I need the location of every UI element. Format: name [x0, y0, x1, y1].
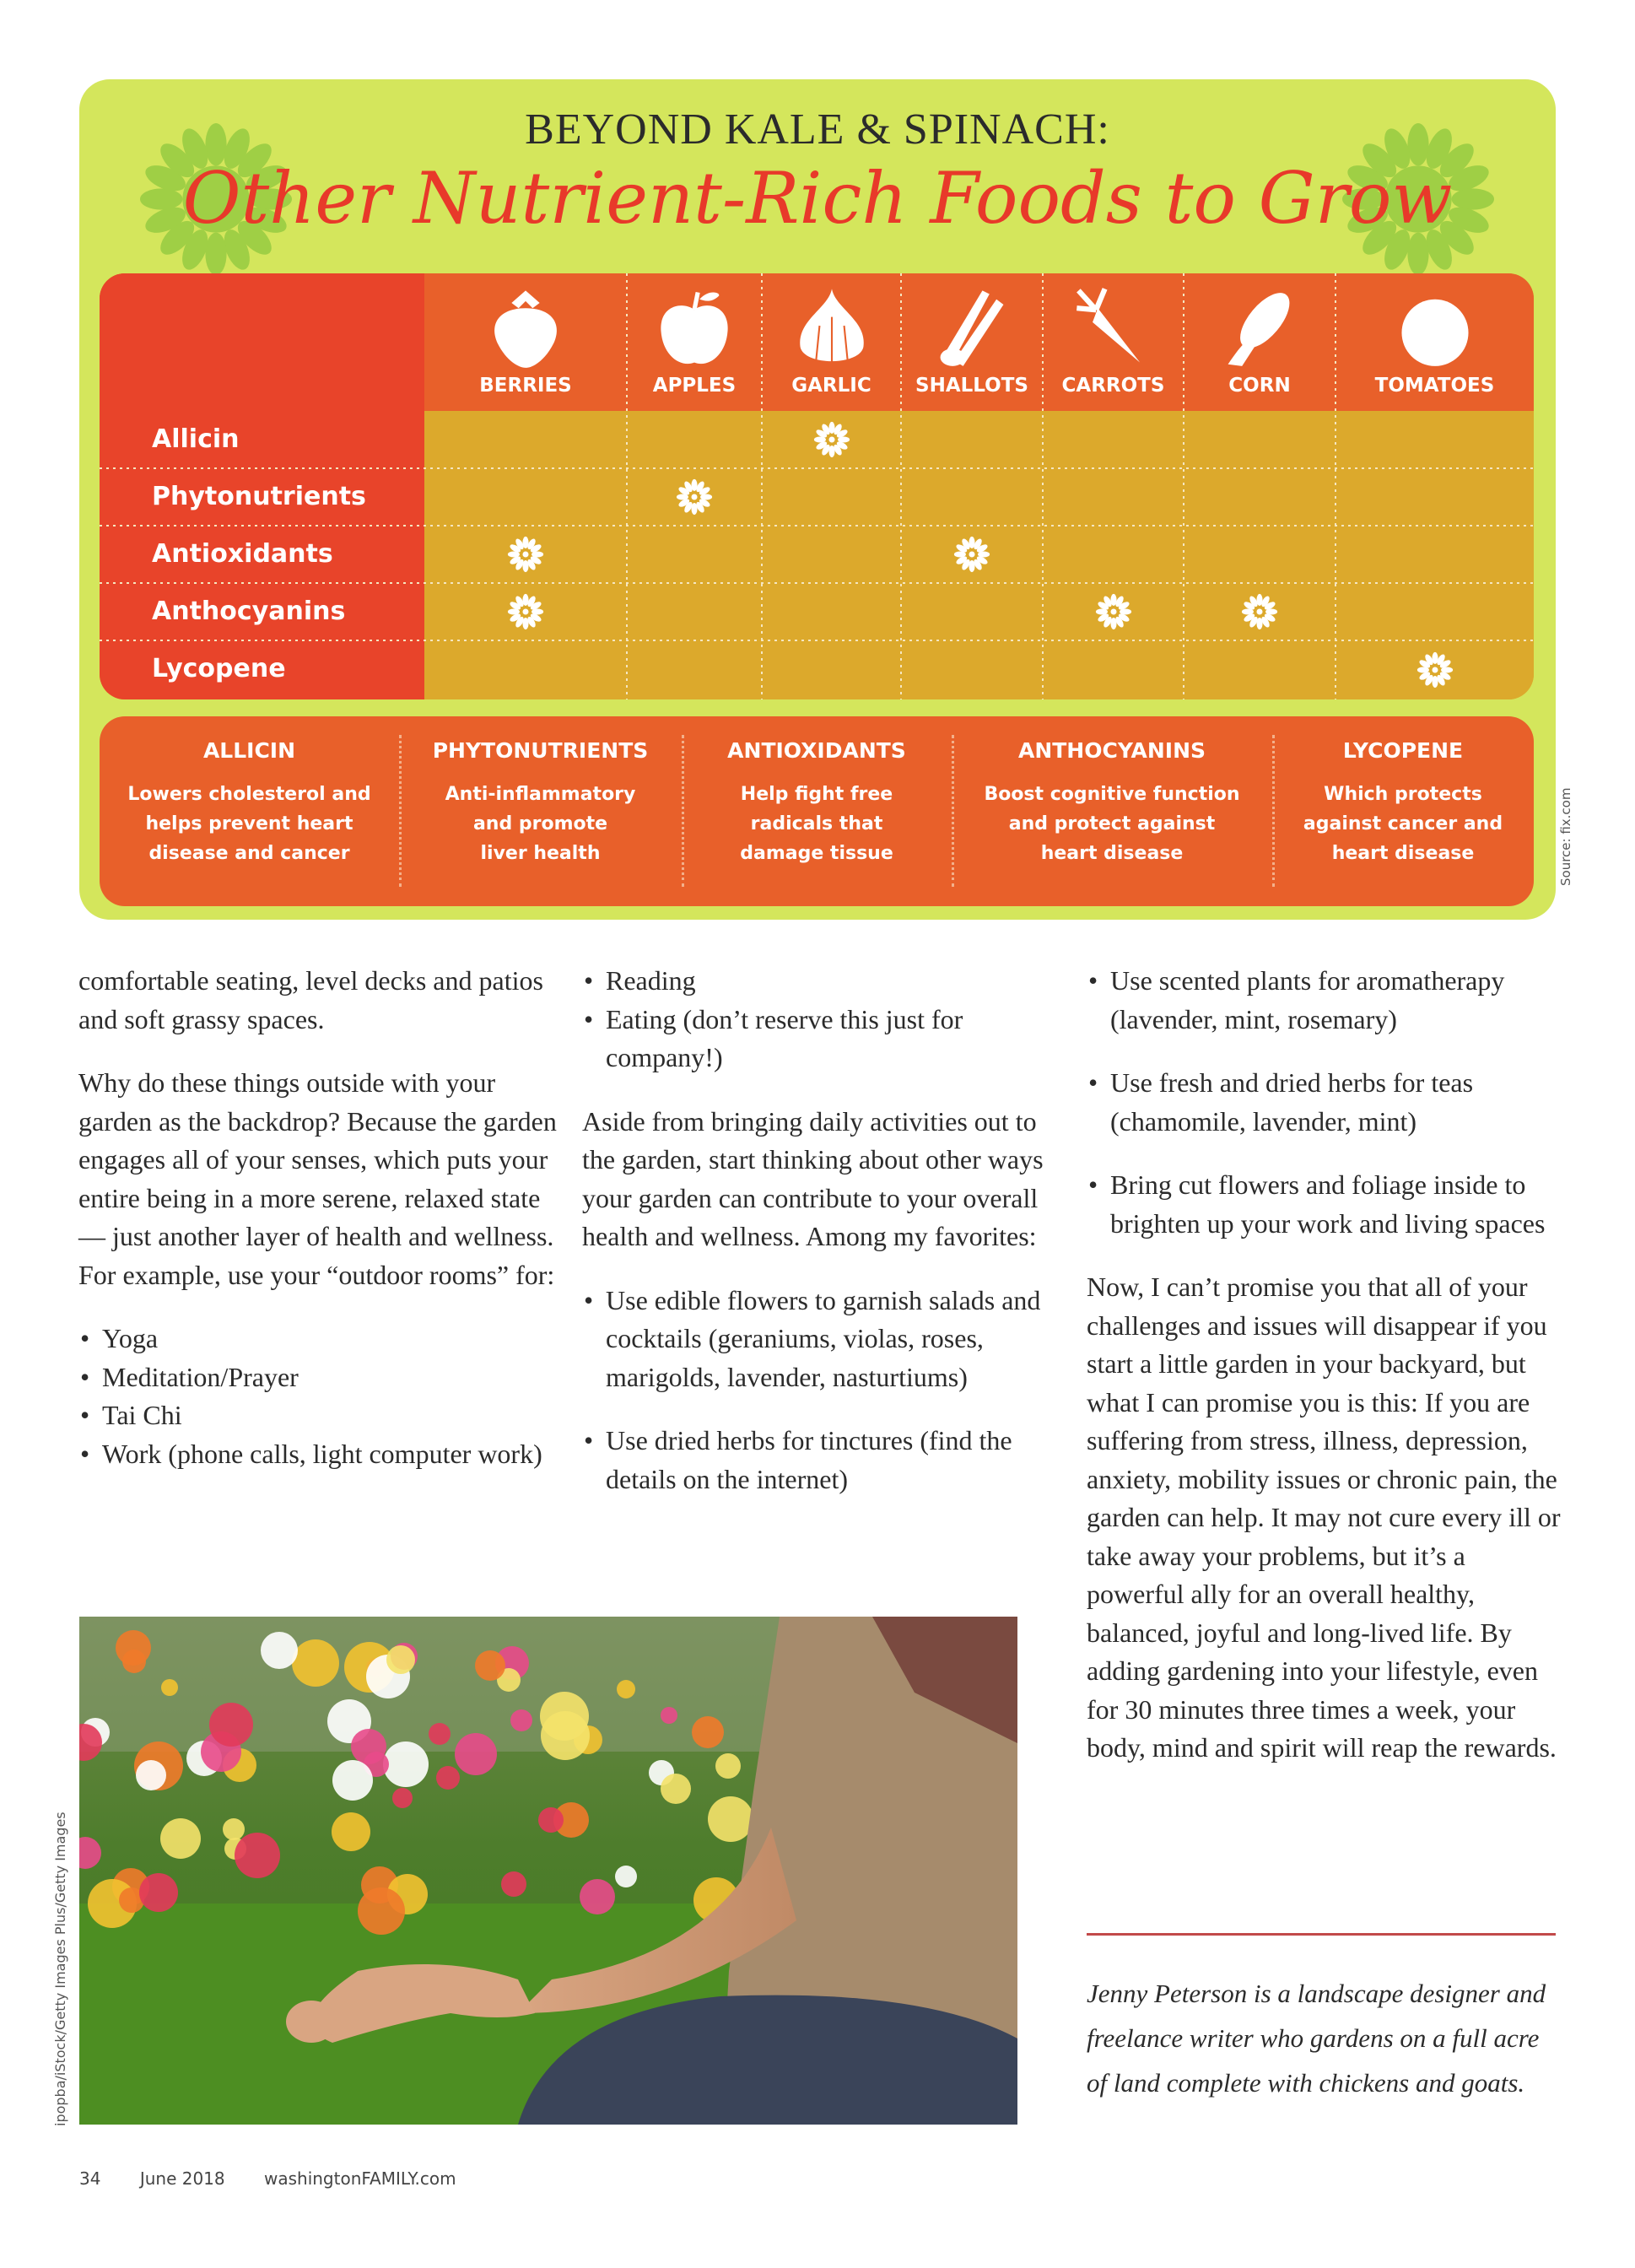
list-item: • Eating (don’t reserve this just for company!): [582, 1001, 1071, 1077]
definition-text: Anti-inflammatory: [445, 784, 636, 805]
nutrient-present-mark: [1416, 651, 1454, 688]
definition-text: Boost cognitive function: [984, 784, 1240, 805]
food-label: CORN: [1228, 375, 1291, 397]
nutrient-present-mark: [813, 421, 850, 458]
paragraph: Aside from bringing daily activities out to the garden, start thinking about other ways your garden can contribute to your overall health and wellness. Among my favorites:: [582, 1105, 1044, 1251]
definition-text: Lowers cholesterol and: [127, 784, 371, 805]
definition-text: Which protects: [1324, 784, 1482, 805]
food-column-header: [424, 273, 627, 411]
list-item: • Tai Chi: [78, 1396, 559, 1435]
article-column-3: [1087, 962, 1568, 1793]
nutrient-present-mark: [1095, 593, 1132, 630]
paragraph: Now, I can’t promise you that all of your challenges and issues will disappear if you start a little garden in your backyard, but what I can promise you is this: If you are suffering from stress, illness, depression, anxiety, mobility issues or chronic pain, the garden can help. It may not cure every ill or take away your problems, but it’s a powerful ally for an overall healthy, balanced, joyful and long-lived life. By adding gardening into your lifestyle, even for 30 minutes three times a week, your body, mind and spirit will reap the rewards.: [1087, 1272, 1561, 1763]
definition-text: heart disease: [1040, 843, 1184, 864]
paragraph: Why do these things outside with your garden as the backdrop? Because the garden engages all of your senses, which puts your entire being in a more serene, relaxed state — just another layer of health and wellness. For example, use your “outdoor rooms” for:: [78, 1067, 557, 1290]
definition-block: [399, 716, 682, 906]
definition-heading: ANTHOCYANINS: [1017, 738, 1206, 763]
food-label: GARLIC: [791, 375, 871, 397]
definition-text: and protect against: [1008, 813, 1216, 834]
activity-list: [78, 1320, 559, 1473]
shallot-icon: [928, 282, 1016, 370]
food-label: CARROTS: [1061, 375, 1165, 397]
definition-block: [952, 716, 1272, 906]
nutrient-present-mark: [953, 536, 990, 573]
list-item: • Bring cut flowers and foliage inside to brighten up your work and living spaces: [1087, 1166, 1568, 1243]
nutrient-row-label: Allicin: [152, 424, 240, 454]
definition-text: liver health: [480, 843, 601, 864]
food-column-header: [1336, 273, 1534, 411]
definition-separator: [682, 735, 684, 887]
nutrient-present-mark: [507, 536, 544, 573]
list-item: • Meditation/Prayer: [78, 1358, 559, 1397]
nutrient-row-label: Anthocyanins: [152, 597, 346, 626]
definition-block: [1272, 716, 1534, 906]
yoga-garden-photo: [79, 1617, 1017, 2125]
food-label: APPLES: [652, 375, 737, 397]
list-item: • Use fresh and dried herbs for teas (chamomile, lavender, mint): [1087, 1064, 1568, 1141]
food-label: SHALLOTS: [915, 375, 1028, 397]
food-label: TOMATOES: [1374, 375, 1495, 397]
nutrient-row-label: Antioxidants: [152, 539, 333, 569]
tomato-icon: [1391, 282, 1479, 370]
definition-text: damage tissue: [740, 843, 893, 864]
corn-icon: [1216, 282, 1303, 370]
definition-text: against cancer and: [1303, 813, 1503, 834]
carrot-icon: [1070, 282, 1157, 370]
page-footer: [79, 2168, 490, 2189]
nutrient-grid: [100, 273, 1534, 699]
nutrient-present-mark: [507, 593, 544, 630]
garlic-icon: [788, 282, 876, 370]
definition-block: [100, 716, 399, 906]
list-item: • Use edible flowers to garnish salads and cocktails (geraniums, violas, roses, marigolds, lavender, nasturtiums): [582, 1282, 1071, 1397]
definition-separator: [952, 735, 954, 887]
list-item: • Work (phone calls, light computer work): [78, 1435, 559, 1474]
food-column-header: [1043, 273, 1184, 411]
nutrient-row-label: Phytonutrients: [152, 482, 366, 511]
definition-text: radicals that: [750, 813, 883, 834]
article-column-2: [582, 962, 1071, 1524]
food-column-header: [762, 273, 901, 411]
definition-text: and promote: [472, 813, 608, 834]
nutrient-present-mark: [676, 478, 713, 516]
food-column-header: [627, 273, 762, 411]
nutrient-row-label: Lycopene: [152, 654, 286, 683]
food-column-header: [901, 273, 1043, 411]
website: washingtonFAMILY.com: [263, 2168, 456, 2189]
paragraph: comfortable seating, level decks and patios and soft grassy spaces.: [78, 965, 543, 1034]
infographic-title: BEYOND KALE & SPINACH:: [525, 105, 1110, 154]
food-label: BERRIES: [479, 375, 572, 397]
list-item: • Reading: [582, 962, 1071, 1001]
definitions-panel: [100, 716, 1534, 906]
list-item: • Use dried herbs for tinctures (find the details on the internet): [582, 1422, 1071, 1498]
definition-heading: ANTIOXIDANTS: [727, 738, 906, 763]
apple-icon: [650, 282, 738, 370]
strawberry-icon: [482, 282, 569, 370]
list-item: • Yoga: [78, 1320, 559, 1358]
favorites-list: [582, 1282, 1071, 1499]
nutrient-present-mark: [1241, 593, 1278, 630]
definition-separator: [399, 735, 402, 887]
infographic-subtitle: Other Nutrient-Rich Foods to Grow: [182, 157, 1453, 240]
photo-credit: ipopba/iStock/Getty Images Plus/Getty Images: [52, 1812, 68, 2126]
definition-text: disease and cancer: [148, 843, 350, 864]
article-column-1: [78, 962, 559, 1498]
definition-block: [682, 716, 952, 906]
definition-heading: ALLICIN: [202, 738, 296, 763]
definition-text: helps prevent heart: [145, 813, 353, 834]
list-item: • Use scented plants for aromatherapy (lavender, mint, rosemary): [1087, 962, 1568, 1039]
activity-list: [582, 962, 1071, 1077]
favorites-list: [1087, 962, 1568, 1243]
definition-separator: [1272, 735, 1275, 887]
author-bio: Jenny Peterson is a landscape designer and freelance writer who gardens on a full acre of land complete with chickens and goats.: [1087, 1979, 1546, 2098]
issue-date: June 2018: [139, 2168, 225, 2189]
infographic-card: [79, 79, 1556, 920]
definition-text: Help fight free: [740, 784, 893, 805]
page-number: 34: [79, 2168, 101, 2189]
photo-illustration: [79, 1617, 1017, 2125]
divider: [1087, 1933, 1556, 1936]
food-column-header: [1184, 273, 1336, 411]
definition-heading: LYCOPENE: [1342, 738, 1464, 763]
source-credit: Source: fix.com: [1558, 787, 1573, 886]
definition-text: heart disease: [1331, 843, 1475, 864]
definition-heading: PHYTONUTRIENTS: [432, 738, 649, 763]
